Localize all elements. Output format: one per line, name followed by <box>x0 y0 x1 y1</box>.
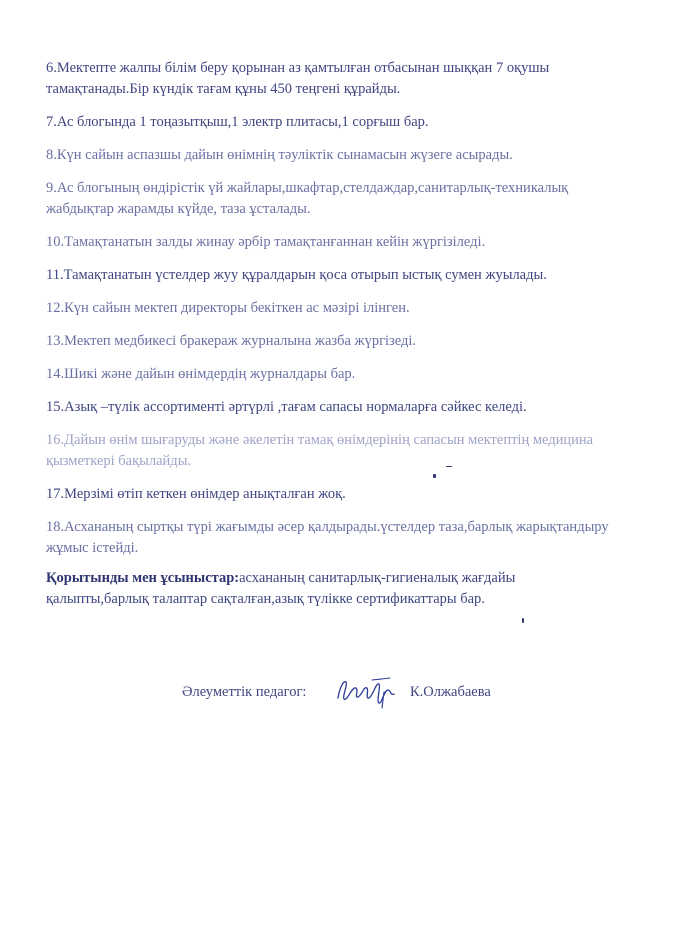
list-item: 16.Дайын өнім шығаруды және әкелетін тамақ өнімдерінің сапасын мектептің медицина қызметкері бақылайды. <box>46 432 594 469</box>
conclusion-paragraph <box>46 568 606 610</box>
list-item: 6.Мектепте жалпы білім беру қорынан аз қамтылған отбасынан шыққан 7 оқушы тамақтанады.Бір күндік тағам құны 450 теңгені құрайды. <box>46 60 550 97</box>
conclusion-text: асхананың санитарлық-гигиеналық жағдайы қалыпты,барлық талаптар сақталған,азық түлікке сертификаттары бар. <box>46 570 516 607</box>
scan-speck <box>446 466 452 467</box>
list-item: 8.Күн сайын аспазшы дайын өнімнің тәуліктік сынамасын жүзеге асырады. <box>46 147 513 163</box>
signer-role: Әлеуметтік педагог: <box>182 684 307 700</box>
signer-name: К.Олжабаева <box>410 684 491 700</box>
list-item: 17.Мерзімі өтіп кеткен өнімдер анықталған жоқ. <box>46 486 346 502</box>
list-item: 7.Ас блогында 1 тоңазытқыш,1 электр плитасы,1 сорғыш бар. <box>46 114 429 130</box>
list-item: 18.Асхананың сыртқы түрі жағымды әсер қалдырады.үстелдер таза,барлық жарықтандыру жұмыс істейді. <box>46 519 609 556</box>
list-item: 14.Шикі және дайын өнімдердің журналдары бар. <box>46 366 356 382</box>
list-item: 13.Мектеп медбикесі бракераж журналына жазба жүргізеді. <box>46 333 417 349</box>
handwritten-signature <box>332 672 402 710</box>
list-item: 15.Азық –түлік ассортименті әртүрлі ,тағам сапасы нормаларға сәйкес келеді. <box>46 399 527 415</box>
list-item: 9.Ас блогының өндірістік үй жайлары,шкафтар,стелдаждар,санитарлық-техникалық жабдықтар жарамды күйде, таза ұсталады. <box>46 180 569 217</box>
scan-speck <box>433 474 436 478</box>
conclusion-heading: Қорытынды мен ұсыныстар: <box>46 570 240 586</box>
scan-speck <box>522 618 524 623</box>
list-item: 11.Тамақтанатын үстелдер жуу құралдарын қоса отырып ыстық сумен жуылады. <box>46 267 547 283</box>
findings-list <box>36 58 636 571</box>
signature-row <box>182 680 582 720</box>
list-item: 12.Күн сайын мектеп директоры бекіткен ас мәзірі ілінген. <box>46 300 410 316</box>
list-item: 10.Тамақтанатын залды жинау әрбір тамақтанғаннан кейін жүргізіледі. <box>46 234 486 250</box>
